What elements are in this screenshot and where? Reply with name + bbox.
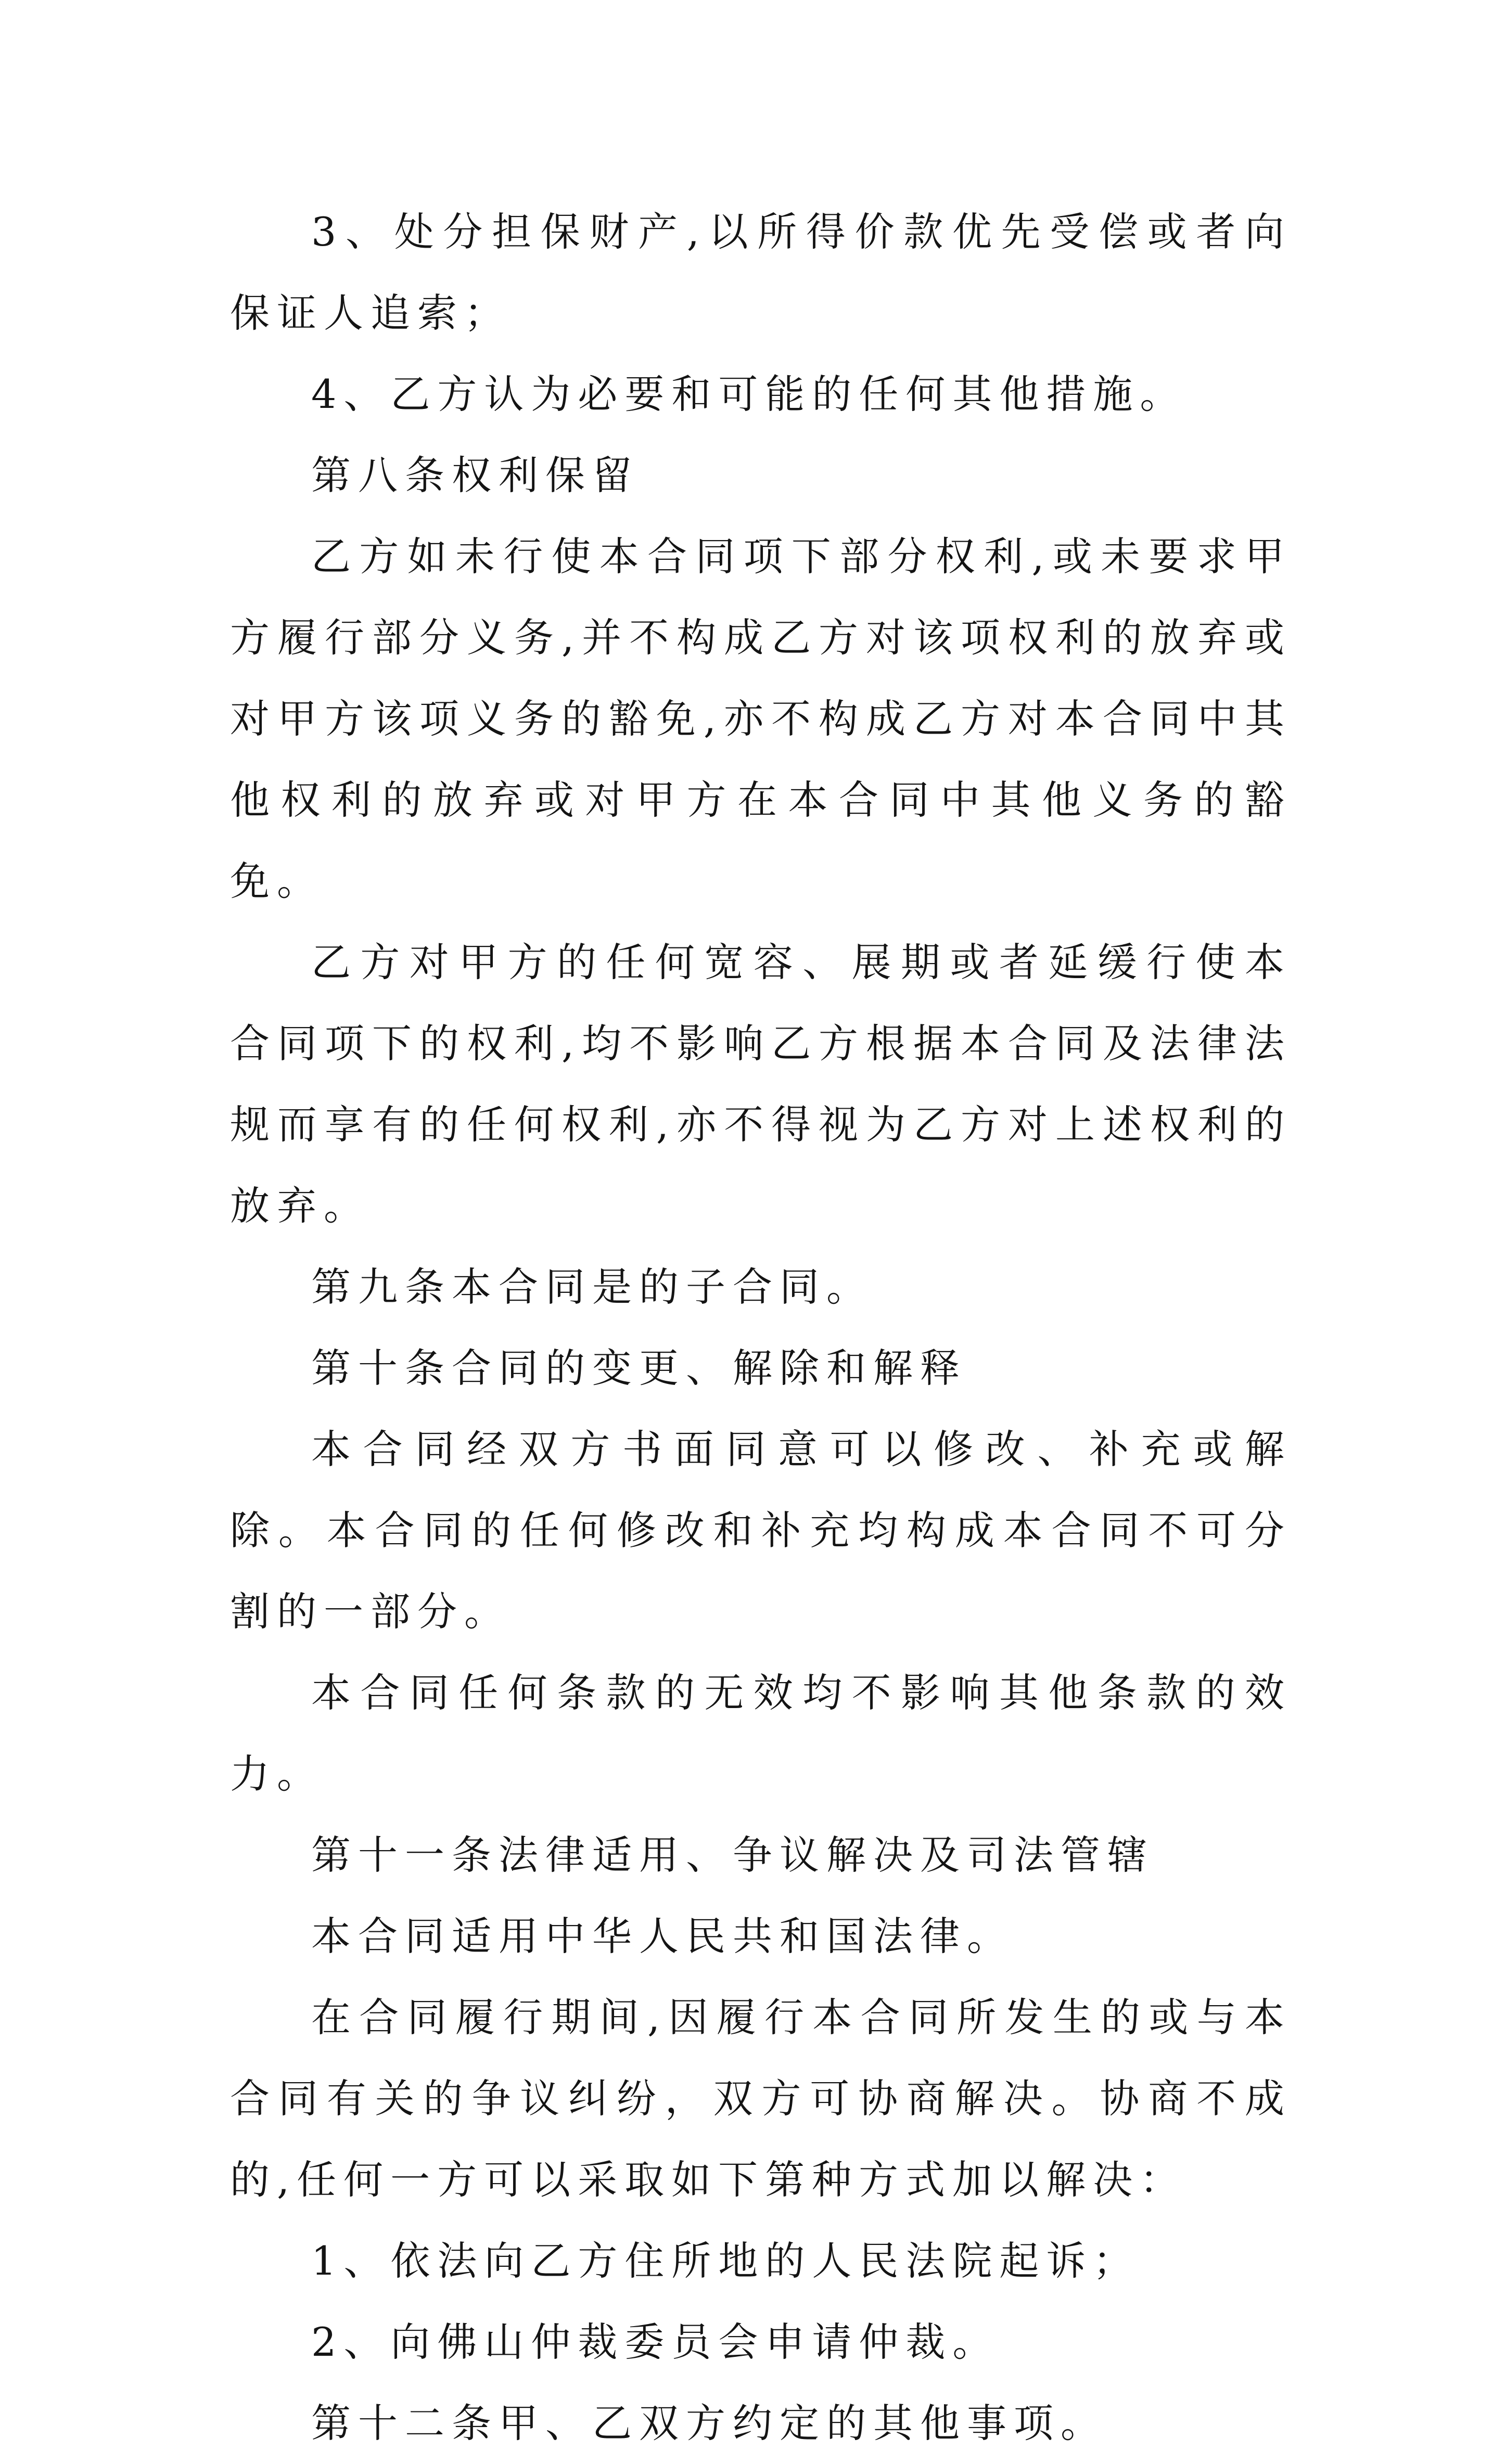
heading-article-9: 第九条本合同是的子合同。 bbox=[311, 1264, 873, 1310]
heading-article-8: 第八条权利保留 bbox=[311, 452, 639, 498]
heading-article-11: 第十一条法律适用、争议解决及司法管辖 bbox=[311, 1832, 1154, 1878]
paragraph-governing-law: 本合同适用中华人民共和国法律。 bbox=[311, 1913, 1014, 1959]
paragraph-rights-reservation-1: 乙方如未行使本合同项下部分权利,或未要求甲方履行部分义务,并不构成乙方对该项权利的放弃或对甲方该项义务的豁免,亦不构成乙方对本合同中其他权利的放弃或对甲方在本合同中其他义务的豁免。 bbox=[230, 533, 1292, 904]
paragraph-disposal-collateral: 3、处分担保财产,以所得价款优先受偿或者向保证人追索； bbox=[230, 209, 1292, 336]
paragraph-amendment: 本合同经双方书面同意可以修改、补充或解除。本合同的任何修改和补充均构成本合同不可分割的一部分。 bbox=[230, 1426, 1292, 1635]
list-item-arbitration: 2、向佛山仲裁委员会申请仲裁。 bbox=[311, 2319, 1000, 2365]
document-body bbox=[230, 191, 1292, 2464]
paragraph-rights-reservation-2: 乙方对甲方的任何宽容、展期或者延缓行使本合同项下的权利,均不影响乙方根据本合同及法律法规而享有的任何权利,亦不得视为乙方对上述权利的放弃。 bbox=[230, 939, 1292, 1229]
paragraph-other-measures: 4、乙方认为必要和可能的任何其他措施。 bbox=[311, 371, 1187, 417]
paragraph-severability: 本合同任何条款的无效均不影响其他条款的效力。 bbox=[230, 1670, 1292, 1797]
heading-article-12: 第十二条甲、乙双方约定的其他事项。 bbox=[311, 2400, 1107, 2446]
paragraph-dispute-resolution: 在合同履行期间,因履行本合同所发生的或与本合同有关的争议纠纷，双方可协商解决。协商不成的,任何一方可以采取如下第种方式加以解决： bbox=[230, 1994, 1292, 2203]
list-item-court: 1、依法向乙方住所地的人民法院起诉； bbox=[311, 2238, 1140, 2284]
heading-article-10: 第十条合同的变更、解除和解释 bbox=[311, 1345, 967, 1391]
